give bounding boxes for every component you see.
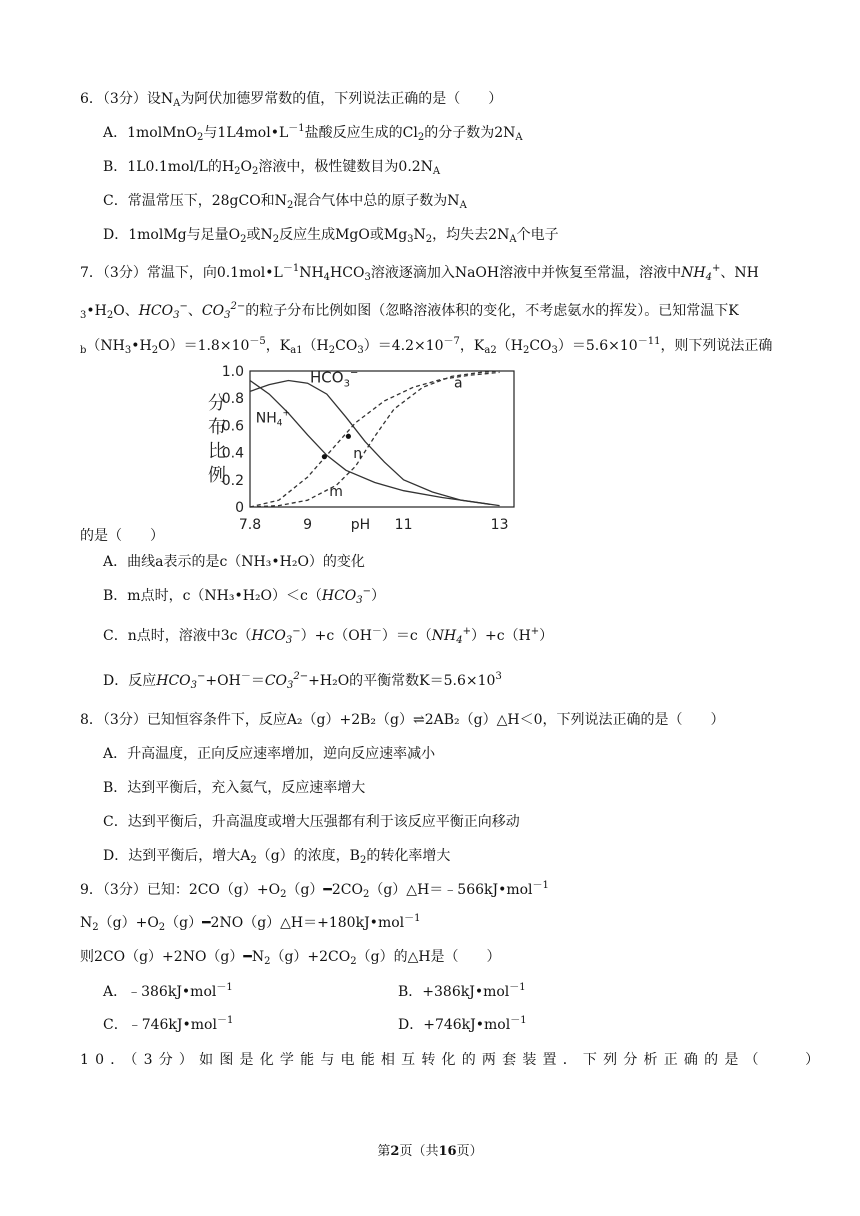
q9-question: 则$2CO(g)+2NO(g)━N_2(g)+2CO_2(g)$的△H是（ ） xyxy=(80,949,501,967)
y-tick-label: 0.4 xyxy=(221,445,244,462)
q7-stem-line1: 7．（3分）常温下，向$0.1mol•L^{-1}NH_4HCO_3$溶液逐滴加入NaOH溶液中并恢复至常温，溶液中$NH_4^+$、NH xyxy=(80,263,759,283)
q7-stem-line3: $_b(NH_3•H_2O)=1.8\times 10^{-5}$，$K_{a1}(H_2CO_3)=4.2\times 10^{-7}$，$K_{a2}(H_2CO_3)=5.6\times 10^{-11}$，则下列说法正确 xyxy=(80,336,773,356)
q6-option-c: C．常温常压下，28gCO和$N_2$混合气体中总的原子数为$N_A$ xyxy=(103,193,467,211)
q9-option-b: B．+386kJ•mol$^{-1}$ xyxy=(398,982,526,1000)
q8-option-b: B．达到平衡后，充入氦气，反应速率增大 xyxy=(103,780,366,796)
q6-option-d: D．1molMg与足量$O_2$或$N_2$反应生成MgO或$Mg_3N_2$，均失去$2N_A$个电子 xyxy=(103,227,559,245)
x-tick-label: 7.8 xyxy=(238,517,262,533)
page-footer: 第2页（共16页） xyxy=(377,1144,483,1159)
point-n-label: n xyxy=(353,446,363,463)
q7-option-b: B．m点时，$c(NH_3•H_2O)<c(HCO_3^-)$ xyxy=(103,586,386,606)
q8-option-c: C．达到平衡后，升高温度或增大压强都有利于该反应平衡正向移动 xyxy=(103,814,520,830)
y-axis-label-char: 分 xyxy=(208,393,226,414)
q6-option-b: B．1L0.1mol/L的$H_2O_2$溶液中，极性键数目为$0.2N_A$ xyxy=(103,159,441,177)
q8-stem: 8．（3分）已知恒容条件下，反应A₂（g）+2B₂（g）⇌2AB₂（g）△H＜0，下列说法正确的是（ ） xyxy=(80,712,725,728)
q9-equation-2: $N_2(g)+O_2(g)━2NO(g)\triangle H=+180kJ•mol^{-1}$ xyxy=(80,913,421,933)
q9-option-a: A．﹣386kJ•mol$^{-1}$ xyxy=(103,982,233,1000)
y-axis-label-char: 比 xyxy=(208,441,226,462)
x-tick-label: 11 xyxy=(394,517,413,533)
y-tick-label: 0 xyxy=(235,500,244,516)
series-line xyxy=(250,371,500,507)
q6-stem: 6．（3分）设$N_A$为阿伏加德罗常数的值，下列说法正确的是（ ） xyxy=(80,91,503,109)
q7-option-c: C．n点时，溶液中$3c(HCO_3^-)+c(OH^-)=c(NH_4^+)+c(H^+)$ xyxy=(103,626,554,646)
y-tick-label: 1.0 xyxy=(221,364,244,380)
q7-stem-tail: 的是（ ） xyxy=(80,528,164,544)
hco3-label: $HCO_3^-$ xyxy=(310,367,359,390)
q10-stem: 10．（3分）如图是化学能与电能相互转化的两套装置．下列分析正确的是（ ） xyxy=(80,1052,826,1068)
y-tick-label: 0.2 xyxy=(221,472,244,489)
q7-option-a: A．曲线a表示的是c（NH₃•H₂O）的变化 xyxy=(103,554,365,570)
q8-option-d: D．达到平衡后，增大$A_2(g)$的浓度，$B_2$的转化率增大 xyxy=(103,848,451,866)
series-line xyxy=(250,381,500,506)
y-tick-label: 0.8 xyxy=(221,391,244,408)
x-axis-label: pH xyxy=(350,517,371,533)
q9-option-c: C．﹣746kJ•mol$^{-1}$ xyxy=(103,1015,234,1033)
x-tick-label: 9 xyxy=(303,517,313,533)
chart-frame xyxy=(250,371,514,507)
x-tick-label: 13 xyxy=(490,517,509,533)
y-axis-label-char: 例 xyxy=(208,465,226,486)
nh4-label: $NH_4^+$ xyxy=(255,408,291,429)
q7-stem-line2: $_3•H_2O$、$HCO_3^-$、$CO_3^{2-}$的粒子分布比例如图（忽略溶液体积的变化，不考虑氨水的挥发）。已知常温下K xyxy=(80,301,739,321)
distribution-chart xyxy=(207,364,527,548)
q7-option-d: D．反应$HCO_3^-+OH^-=CO_3^{2-}+H_2O$的平衡常数$K=5.6\times 10^3$ xyxy=(103,671,502,691)
series-line xyxy=(250,372,500,507)
series-a-label: a xyxy=(454,375,463,392)
point-m-label: m xyxy=(329,484,343,501)
q9-option-d: D．+746kJ•mol$^{-1}$ xyxy=(398,1015,527,1033)
series-line xyxy=(250,381,490,505)
y-axis-label-char: 布 xyxy=(208,417,226,438)
point-n xyxy=(346,434,351,439)
q9-stem: 9．（3分）已知：$2CO(g)+O_2(g)━2CO_2(g)\triangle H=﹣566kJ•mol^{-1}$ xyxy=(80,880,549,900)
y-tick-label: 0.6 xyxy=(221,418,244,435)
q8-option-a: A．升高温度，正向反应速率增加，逆向反应速率减小 xyxy=(103,746,436,762)
q6-option-a: A．1molMnO$_2$与$1L4mol•L^{-1}$盐酸反应生成的$Cl_2$的分子数为$2N_A$ xyxy=(103,123,523,143)
point-m xyxy=(322,454,327,459)
